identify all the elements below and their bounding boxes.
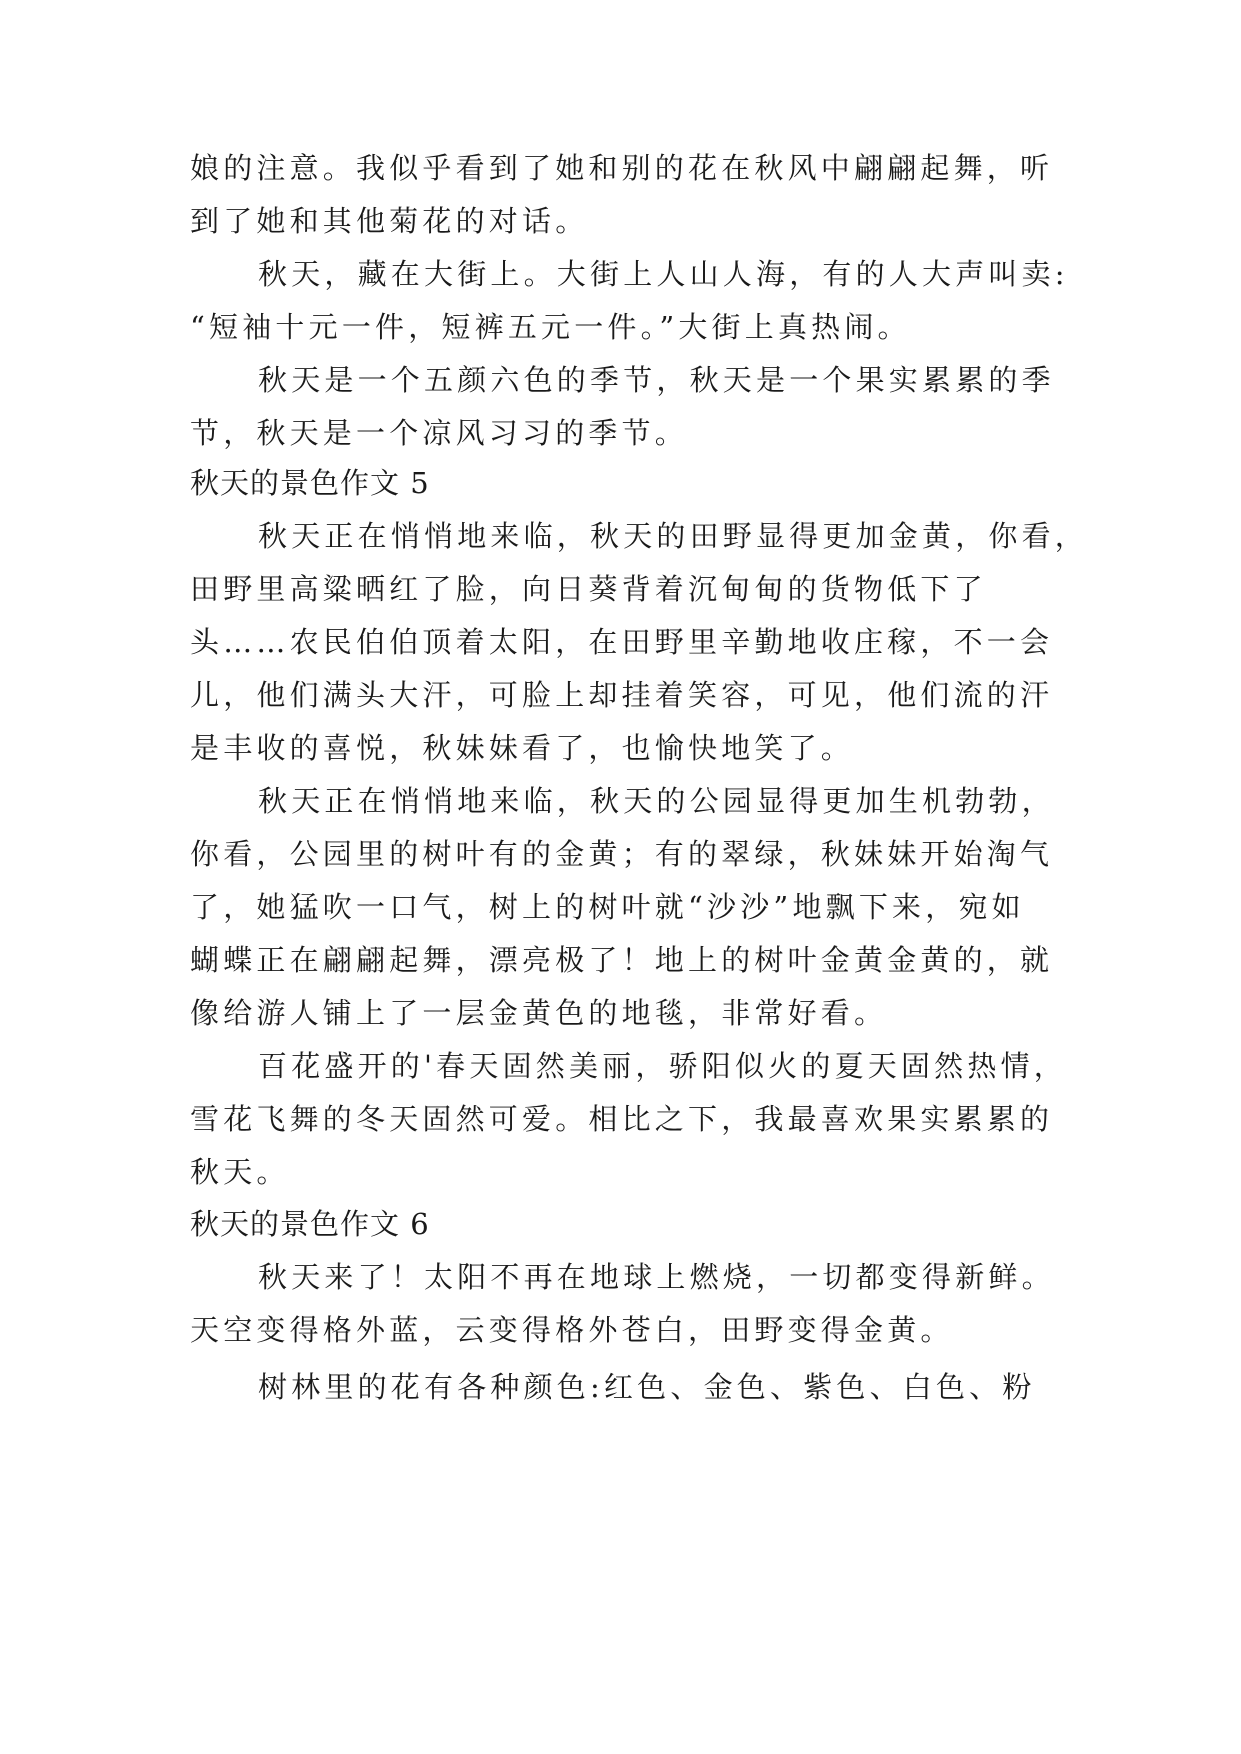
paragraph-start: 秋天来了！太阳不再在地球上燃烧，一切都变得新鲜。 xyxy=(258,1260,1055,1294)
text-line: 头……农民伯伯顶着太阳，在田野里辛勤地收庄稼，不一会 xyxy=(190,625,1054,659)
text-line: 天空变得格外蓝，云变得格外苍白，田野变得金黄。 xyxy=(190,1313,954,1347)
paragraph-start: 秋天是一个五颜六色的季节，秋天是一个果实累累的季 xyxy=(258,363,1055,397)
section-heading: 秋天的景色作文 6 xyxy=(190,1207,430,1241)
text-line: 节，秋天是一个凉风习习的季节。 xyxy=(190,416,689,450)
text-line: 到了她和其他菊花的对话。 xyxy=(190,204,589,238)
paragraph-start: 秋天正在悄悄地来临，秋天的田野显得更加金黄，你看， xyxy=(258,519,1089,553)
text-line: “短袖十元一件，短裤五元一件。”大街上真热闹。 xyxy=(190,310,911,344)
section-heading: 秋天的景色作文 5 xyxy=(190,466,430,500)
text-line: 蝴蝶正在翩翩起舞，漂亮极了！地上的树叶金黄金黄的，就 xyxy=(190,943,1054,977)
paragraph-start: 秋天，藏在大街上。大街上人山人海，有的人大声叫卖: xyxy=(258,257,1069,291)
text-line: 是丰收的喜悦，秋妹妹看了，也愉快地笑了。 xyxy=(190,731,855,765)
text-line: 娘的注意。我似乎看到了她和别的花在秋风中翩翩起舞，听 xyxy=(190,151,1054,185)
paragraph-start: 百花盛开的'春天固然美丽，骄阳似火的夏天固然热情， xyxy=(258,1049,1067,1083)
paragraph-start: 树林里的花有各种颜色:红色、金色、紫色、白色、粉 xyxy=(258,1370,1036,1404)
text-line: 你看，公园里的树叶有的金黄；有的翠绿，秋妹妹开始淘气 xyxy=(190,837,1054,871)
text-line: 了，她猛吹一口气，树上的树叶就“沙沙”地飘下来，宛如 xyxy=(190,890,1025,924)
text-line: 田野里高粱晒红了脸，向日葵背着沉甸甸的货物低下了 xyxy=(190,572,987,606)
text-line: 儿，他们满头大汗，可脸上却挂着笑容，可见，他们流的汗 xyxy=(190,678,1054,712)
text-line: 像给游人铺上了一层金黄色的地毯，非常好看。 xyxy=(190,996,888,1030)
text-line: 秋天。 xyxy=(190,1155,290,1189)
paragraph-start: 秋天正在悄悄地来临，秋天的公园显得更加生机勃勃， xyxy=(258,784,1055,818)
text-line: 雪花飞舞的冬天固然可爱。相比之下，我最喜欢果实累累的 xyxy=(190,1102,1054,1136)
